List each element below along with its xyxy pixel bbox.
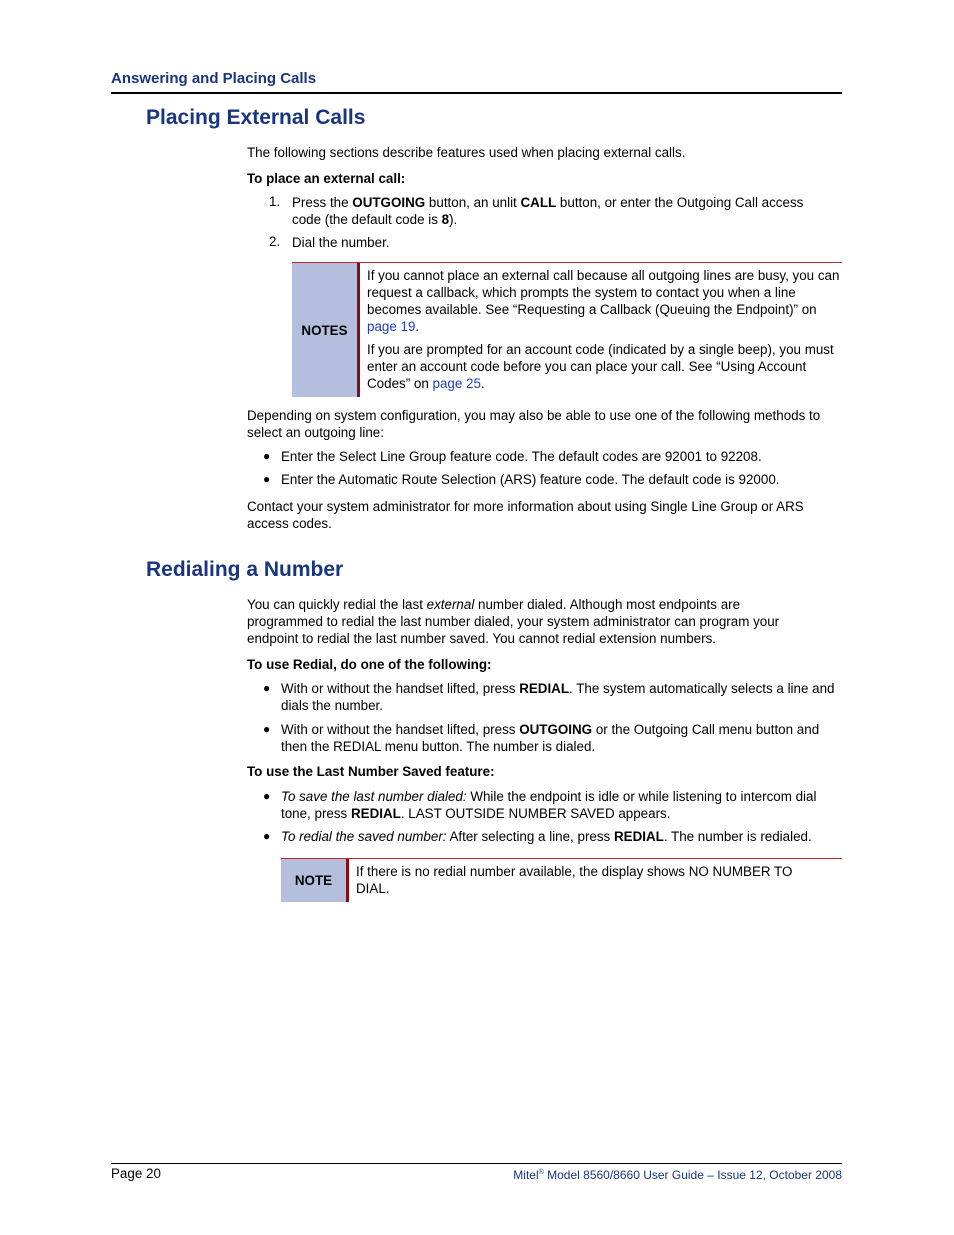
- note-2-text: If you are prompted for an account code (indicated by a single beep), you must enter an account code before you can place your call. See “Using Account Codes” on page 25.: [367, 342, 834, 391]
- note-label: NOTE: [281, 859, 346, 902]
- header-rule: [111, 92, 842, 94]
- notes-box: [292, 262, 842, 397]
- redial-bullet-2: With or without the handset lifted, press OUTGOING or the Outgoing Call menu button and then the REDIAL menu button. The number is dialed.: [281, 722, 820, 754]
- procedure-title-last-number-saved: To use the Last Number Saved feature:: [247, 764, 495, 779]
- section1-paragraph-3: Contact your system administrator for more information about using Single Line Group or ARS access codes.: [247, 499, 804, 531]
- saved-bullet-1: To save the last number dialed: While the endpoint is idle or while listening to intercom dial tone, press REDIAL. LAST OUTSIDE NUMBER SAVED appears.: [281, 789, 817, 821]
- bullet-icon: ●: [263, 472, 271, 486]
- procedure-title-redial: To use Redial, do one of the following:: [247, 657, 492, 672]
- bullet-icon: ●: [263, 681, 271, 695]
- bullet-icon: ●: [263, 722, 271, 736]
- note-text: If there is no redial number available, the display shows NO NUMBER TO DIAL.: [356, 864, 793, 896]
- page-number: Page 20: [111, 1166, 161, 1181]
- bullet-item: Enter the Automatic Route Selection (ARS) feature code. The default code is 92000.: [281, 472, 780, 487]
- step-number: 1.: [269, 194, 281, 209]
- section1-paragraph-2: Depending on system configuration, you may also be able to use one of the following methods to select an outgoing line:: [247, 408, 821, 440]
- notes-bar: [357, 263, 360, 397]
- running-head: Answering and Placing Calls: [111, 70, 317, 87]
- section-title-redialing: Redialing a Number: [146, 558, 344, 581]
- footer-doc-title: Mitel® Model 8560/8660 User Guide – Issue 12, October 2008: [513, 1168, 842, 1182]
- procedure-title-external-call: To place an external call:: [247, 171, 406, 186]
- note-1-text: If you cannot place an external call because all outgoing lines are busy, you can request a callback, which prompts the system to contact you when a line becomes available. See “Requesting a Callback (Queuing the Endpoint)” on page 19.: [367, 268, 840, 334]
- bullet-icon: ●: [263, 829, 271, 843]
- bullet-item: Enter the Select Line Group feature code. The default codes are 92001 to 92208.: [281, 449, 762, 464]
- bullet-icon: ●: [263, 789, 271, 803]
- footer-rule: [111, 1163, 842, 1164]
- saved-bullet-2: To redial the saved number: After selecting a line, press REDIAL. The number is redialed.: [281, 829, 812, 844]
- step-1-text: Press the OUTGOING button, an unlit CALL button, or enter the Outgoing Call access code (the default code is 8).: [292, 195, 804, 227]
- notes-label: NOTES: [292, 263, 357, 397]
- section-title-placing-external-calls: Placing External Calls: [146, 106, 366, 129]
- note-box: [281, 858, 842, 902]
- section2-intro: You can quickly redial the last external number dialed. Although most endpoints are programmed to redial the last number dialed, your system administrator can program your endpoint to redial the last number saved. You cannot redial extension numbers.: [247, 597, 780, 646]
- note-bar: [346, 859, 349, 902]
- page-25-link[interactable]: page 25: [432, 376, 481, 391]
- bullet-icon: ●: [263, 449, 271, 463]
- redial-bullet-1: With or without the handset lifted, press REDIAL. The system automatically selects a line and dials the number.: [281, 681, 835, 713]
- page-19-link[interactable]: page 19: [367, 319, 416, 334]
- step-2-text: Dial the number.: [292, 235, 390, 250]
- section1-intro: The following sections describe features used when placing external calls.: [247, 145, 686, 160]
- step-number: 2.: [269, 234, 281, 249]
